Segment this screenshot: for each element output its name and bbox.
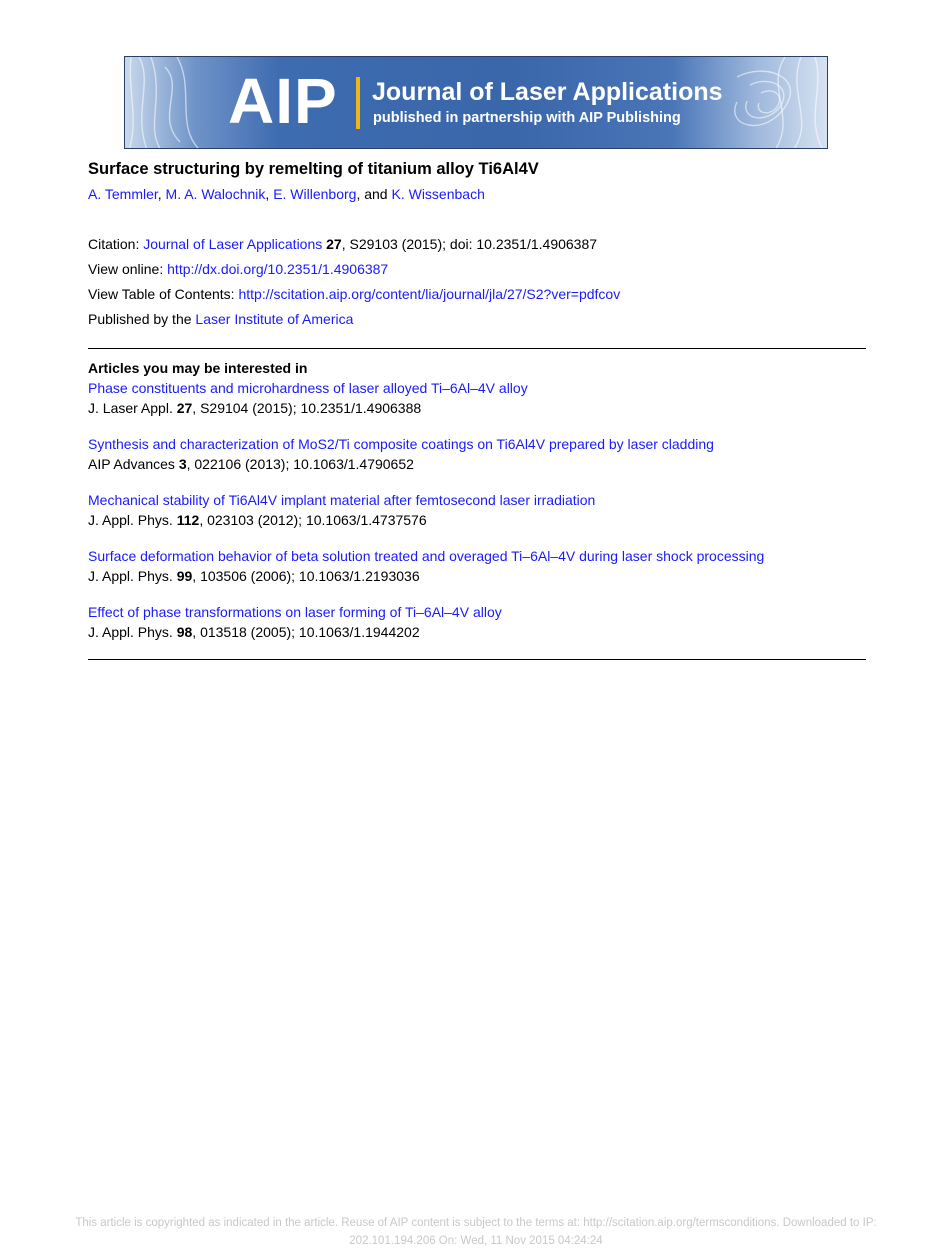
related-article <box>88 378 528 418</box>
related-article-title-link[interactable]: Mechanical stability of Ti6Al4V implant material after femtosecond laser irradiation <box>88 492 596 508</box>
ref-rest: , 023103 (2012); 10.1063/1.4737576 <box>199 512 427 528</box>
ref-volume: 98 <box>176 624 193 640</box>
publisher-label: Published by the <box>88 311 196 327</box>
related-article <box>88 490 595 530</box>
toc-link[interactable]: http://scitation.aip.org/content/lia/journal/jla/27/S2?ver=pdfcov <box>238 286 621 302</box>
aip-logo: AIP <box>228 65 338 137</box>
author-link[interactable]: A. Temmler <box>88 186 158 202</box>
banner-journal-name: Journal of Laser Applications <box>372 78 723 106</box>
journal-banner[interactable] <box>124 56 828 149</box>
ref-journal: J. Appl. Phys. <box>88 512 177 528</box>
citation-line <box>88 236 597 252</box>
ref-volume: 99 <box>176 568 193 584</box>
article-title: Surface structuring by remelting of titanium alloy Ti6Al4V <box>88 160 539 178</box>
related-article-ref <box>88 624 420 640</box>
view-online-label: View online: <box>88 261 168 277</box>
author-link[interactable]: E. Willenborg <box>273 186 357 202</box>
footer-line-1: This article is copyrighted as indicated in the article. Reuse of AIP content is subject to the terms at: http://scitation.aip.org/termsconditions. Downloaded to IP: <box>75 1217 877 1229</box>
related-article-title-link[interactable]: Phase constituents and microhardness of laser alloyed Ti–6Al–4V alloy <box>88 380 528 396</box>
ref-journal: J. Appl. Phys. <box>88 624 177 640</box>
citation-label: Citation: <box>88 236 144 252</box>
banner-subtitle: published in partnership with AIP Publishing <box>373 110 681 126</box>
citation-volume: 27 <box>326 236 342 252</box>
publisher-line <box>88 311 353 327</box>
view-online-link[interactable]: http://dx.doi.org/10.2351/1.4906387 <box>167 261 389 277</box>
ref-journal: J. Appl. Phys. <box>88 568 177 584</box>
author-link[interactable]: M. A. Walochnik <box>165 186 266 202</box>
copyright-footer <box>0 1214 952 1250</box>
publisher-link[interactable]: Laser Institute of America <box>195 311 354 327</box>
related-article <box>88 546 764 586</box>
ref-volume: 112 <box>176 512 200 528</box>
ref-rest: , 103506 (2006); 10.1063/1.2193036 <box>192 568 420 584</box>
author-separator: , and <box>356 186 392 202</box>
related-article <box>88 434 714 474</box>
toc-label: View Table of Contents: <box>88 286 239 302</box>
related-article-ref <box>88 512 427 528</box>
view-online-line <box>88 261 388 277</box>
author-separator: , <box>265 186 274 202</box>
related-article-title-link[interactable]: Effect of phase transformations on laser forming of Ti–6Al–4V alloy <box>88 604 502 620</box>
ref-volume: 3 <box>178 456 187 472</box>
ref-rest: , 022106 (2013); 10.1063/1.4790652 <box>186 456 414 472</box>
related-article-title-link[interactable]: Synthesis and characterization of MoS2/Ti composite coatings on Ti6Al4V prepared by laser cladding <box>88 436 714 452</box>
related-article <box>88 602 502 642</box>
footer-line-2: 202.101.194.206 On: Wed, 11 Nov 2015 04:24:24 <box>349 1235 603 1247</box>
citation-journal-link[interactable]: Journal of Laser Applications <box>143 236 323 252</box>
related-article-title-link[interactable]: Surface deformation behavior of beta solution treated and overaged Ti–6Al–4V during laser shock processing <box>88 548 765 564</box>
related-heading: Articles you may be interested in <box>88 360 308 376</box>
related-article-ref <box>88 456 414 472</box>
author-list <box>88 186 485 202</box>
related-article-ref <box>88 400 421 416</box>
citation-rest: , S29103 (2015); doi: 10.2351/1.4906387 <box>341 236 598 252</box>
related-article-ref <box>88 568 420 584</box>
author-link[interactable]: K. Wissenbach <box>391 186 485 202</box>
ref-rest: , S29104 (2015); 10.2351/1.4906388 <box>192 400 422 416</box>
ref-rest: , 013518 (2005); 10.1063/1.1944202 <box>192 624 420 640</box>
author-separator: , <box>157 186 166 202</box>
ref-journal: J. Laser Appl. <box>88 400 177 416</box>
toc-line <box>88 286 620 302</box>
ref-journal: AIP Advances <box>88 456 179 472</box>
banner-accent-bar <box>356 77 360 129</box>
divider-bottom <box>88 659 866 660</box>
ref-volume: 27 <box>176 400 193 416</box>
divider-top <box>88 348 866 349</box>
